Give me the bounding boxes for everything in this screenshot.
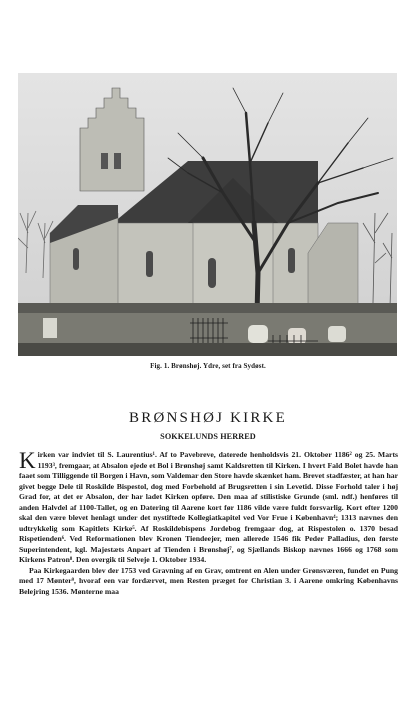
figure-caption: Fig. 1. Brønshøj. Ydre, set fra Sydøst. bbox=[150, 362, 266, 370]
paragraph-2: Paa Kirkegaarden blev der 1753 ved Gravning af en Grav, omtrent en Alen under Grønsværen, fundet en Pung med 17 Mønter⁹, hvoraf een var fordærvet, men Resten præget for Christian 3. i Aarene omkring Københavns Belejring 1536. Mønterne maa bbox=[19, 565, 398, 596]
paragraph-1 bbox=[19, 450, 398, 566]
page-title: BRØNSHØJ KIRKE bbox=[129, 410, 287, 426]
church-illustration bbox=[18, 73, 397, 356]
drop-cap: K bbox=[19, 448, 36, 473]
page-subtitle: SOKKELUNDS HERRED bbox=[160, 432, 256, 441]
paragraph-1-text: irken var indviet til S. Laurentius¹. Af to Pavebreve, daterede henholdsvis 21. Oktober 1186² og 25. Marts 1193³, fremgaar, at Absalon ejede et Bol i Brønshøj samt Kaldsretten til Kirken. I hvert Fald Bolet havde han faaet som Tilliggende til Borgen i Havn, som Valdemar den Store havde skænket ham. Brevet stadfæster, at han har givet begge Dele til Roskilde Bispestol, dog med Forbehold af Brugsretten i sin Levetid. Disse Forhold taler i høj Grad for, at det er Absalon, der har ladet Kirken opføre. Den maa af stilistiske Grunde (sml. ndf.) henføres til anden Halvdel af 1100-Tallet, og en Datering til Aarene kort før 1186 vilde være fuldt forsvarlig. Kort efter 1200 skal den være blevet henlagt under det nystiftede Kollegiatkapitel ved Vor Frue i København⁴; 1313 nævnes den udtrykkelig som Kapitlets Kirke⁵. Af Roskildebispens Jordebog fremgaar dog, at Rispestolen o. 1370 besad Rispetienden⁶. Ved Reformationen blev Kronen Tiendeejer, men allerede 1546 fik Peder Palladius, den første Superintendent, kgl. Majestæts Anpart af Tienden i Brønshøj⁷, og Sjællands Biskop nævnes 1666 og 1768 som Kirkens Patron⁸. Den overgik til Selveje 1. Oktober 1934. bbox=[19, 450, 398, 564]
church-photograph bbox=[18, 73, 397, 356]
article-body bbox=[19, 450, 398, 597]
